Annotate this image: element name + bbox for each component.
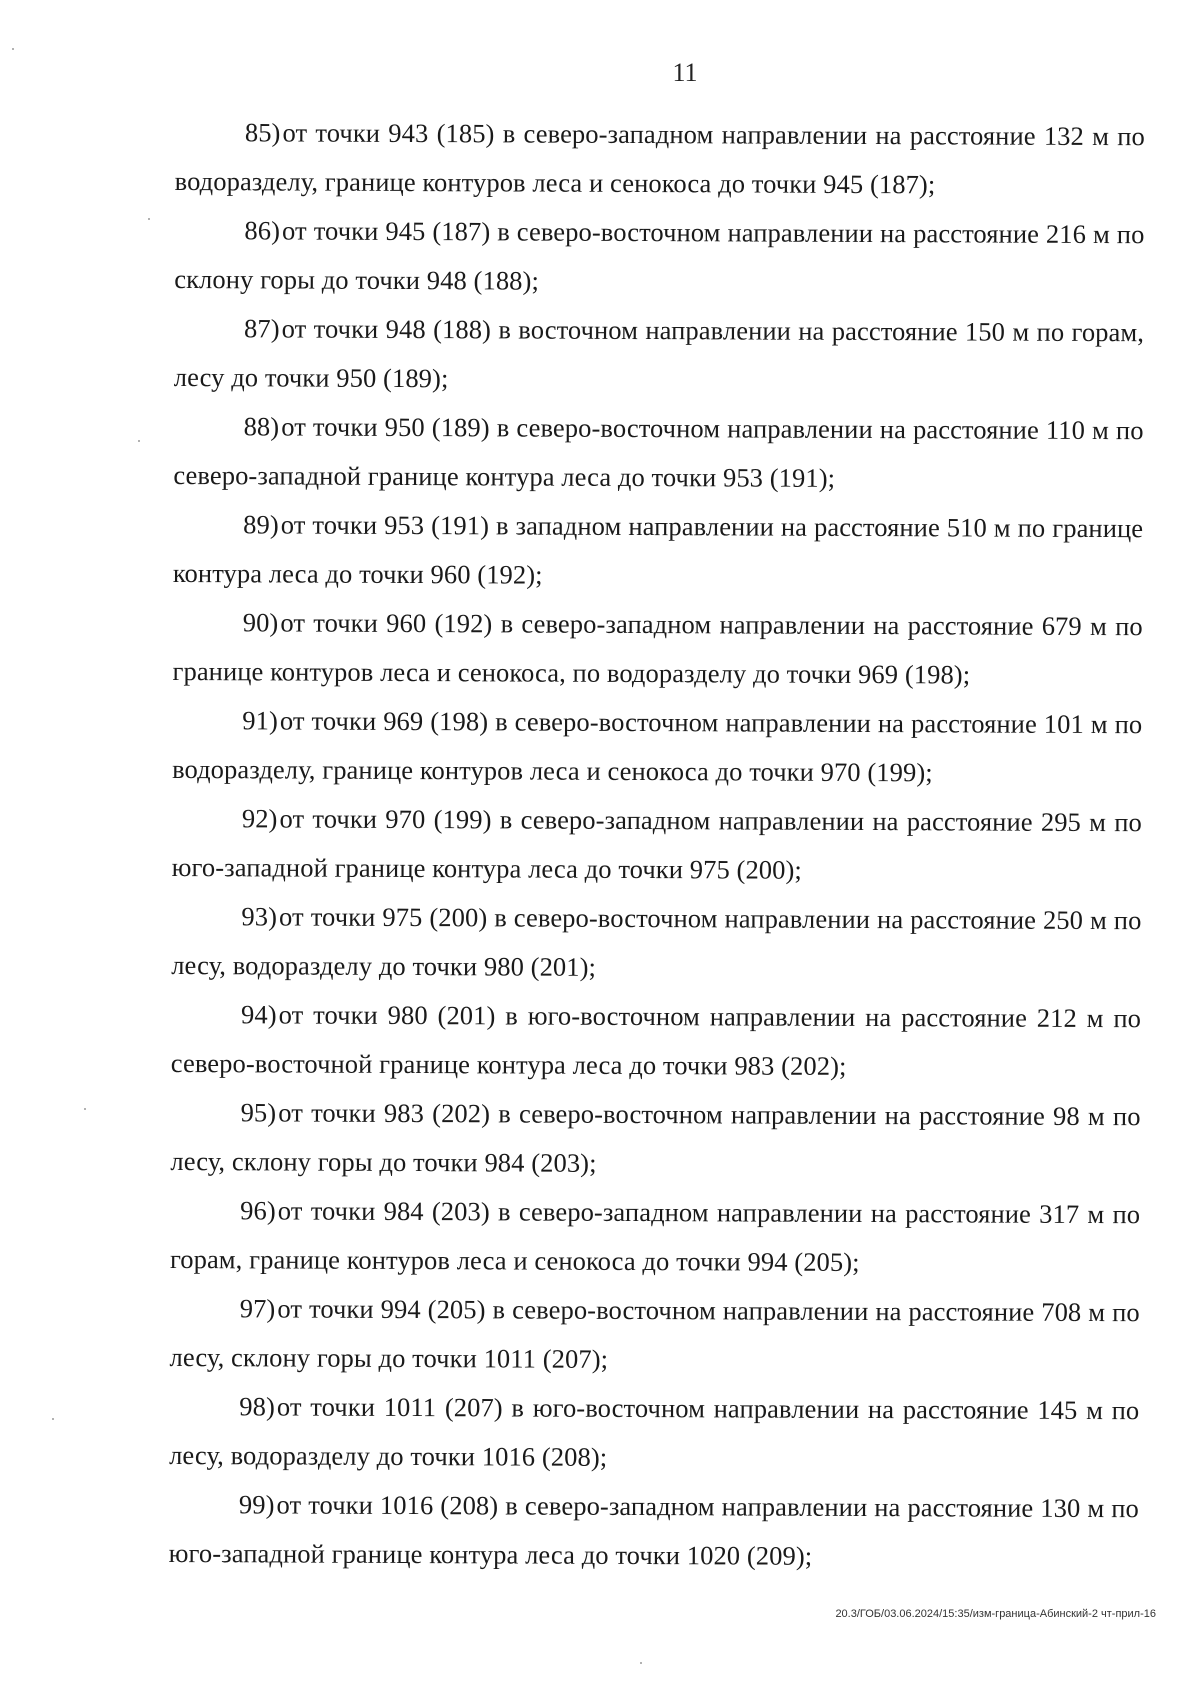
item-text: от точки 969 (198) в северо-восточном направлении на расстояние 101 м по водоразделу, границе контуров леса и сенокоса до точки 970 (199);	[172, 705, 1143, 788]
list-item	[173, 500, 1143, 602]
list-item	[175, 108, 1145, 210]
item-text: от точки 950 (189) в северо-восточном направлении на расстояние 110 м по северо-западной границе контура леса до точки 953 (191);	[173, 411, 1144, 493]
list-item	[172, 794, 1142, 896]
list-item	[171, 892, 1141, 994]
list-item	[173, 402, 1143, 504]
list-item	[174, 304, 1144, 406]
item-number: 88)	[243, 411, 280, 442]
item-number: 93)	[241, 901, 278, 932]
item-text: от точки 980 (201) в юго-восточном направлении на расстояние 212 м по северо-восточной границе контура леса до точки 983 (202);	[170, 999, 1142, 1081]
scan-speck	[84, 1108, 86, 1110]
item-text: от точки 975 (200) в северо-восточном направлении на расстояние 250 м по лесу, водоразделу до точки 980 (201);	[171, 901, 1142, 982]
item-text: от точки 960 (192) в северо-западном направлении на расстояние 679 м по границе контуров леса и сенокоса, по водоразделу до точки 969 (198);	[172, 607, 1143, 690]
list-item	[171, 990, 1141, 1092]
document-footer-code: 20.3/ГОБ/03.06.2024/15:35/изм-граница-Абинский-2 чт-прил-16	[835, 1608, 1156, 1620]
list-item	[169, 1382, 1139, 1484]
item-number: 91)	[242, 705, 279, 736]
item-text: от точки 1016 (208) в северо-западном направлении на расстояние 130 м по юго-западной границе контура леса до точки 1020 (209);	[168, 1489, 1139, 1571]
list-item	[169, 1480, 1139, 1582]
scan-speck	[52, 1418, 54, 1420]
item-text: от точки 1011 (207) в юго-восточном направлении на расстояние 145 м по лесу, водоразделу до точки 1016 (208);	[169, 1391, 1140, 1472]
item-number: 85)	[244, 117, 281, 148]
item-number: 97)	[239, 1293, 276, 1324]
item-number: 87)	[243, 313, 280, 344]
item-text: от точки 945 (187) в северо-восточном направлении на расстояние 216 м по склону горы до точки 948 (188);	[174, 215, 1145, 296]
item-text: от точки 948 (188) в восточном направлении на расстояние 150 м по горам, лесу до точки 950 (189);	[173, 313, 1145, 394]
list-item	[170, 1088, 1140, 1190]
list-item	[170, 1186, 1140, 1288]
item-number: 89)	[243, 509, 279, 540]
item-text: от точки 953 (191) в западном направлении на расстояние 510 м по границе контура леса до точки 960 (192);	[172, 509, 1144, 590]
scan-speck	[12, 48, 14, 50]
list-item	[169, 1284, 1139, 1386]
item-number: 99)	[238, 1489, 275, 1520]
item-number: 90)	[242, 607, 279, 638]
scan-speck	[148, 218, 150, 220]
list-item	[172, 598, 1142, 700]
scan-speck	[138, 440, 140, 442]
item-text: от точки 970 (199) в северо-западном направлении на расстояние 295 м по юго-западной границе контура леса до точки 975 (200);	[171, 803, 1142, 885]
item-number: 95)	[240, 1097, 277, 1128]
item-number: 96)	[240, 1195, 276, 1226]
list-item	[172, 696, 1142, 798]
boundary-description-list	[169, 108, 1145, 1582]
item-text: от точки 943 (185) в северо-западном направлении на расстояние 132 м по водоразделу, границе контуров леса и сенокоса до точки 945 (187);	[174, 117, 1145, 200]
item-number: 98)	[239, 1391, 276, 1422]
item-text: от точки 984 (203) в северо-западном направлении на расстояние 317 м по горам, границе контуров леса и сенокоса до точки 994 (205);	[169, 1195, 1141, 1277]
item-text: от точки 983 (202) в северо-восточном направлении на расстояние 98 м по лесу, склону горы до точки 984 (203);	[170, 1097, 1141, 1178]
item-text: от точки 994 (205) в северо-восточном направлении на расстояние 708 м по лесу, склону горы до точки 1011 (207);	[169, 1293, 1140, 1374]
item-number: 86)	[244, 215, 281, 246]
item-number: 94)	[240, 999, 277, 1030]
item-number: 92)	[241, 803, 278, 834]
scan-speck	[640, 1662, 642, 1664]
page-number: 11	[672, 58, 698, 87]
list-item	[174, 206, 1144, 308]
